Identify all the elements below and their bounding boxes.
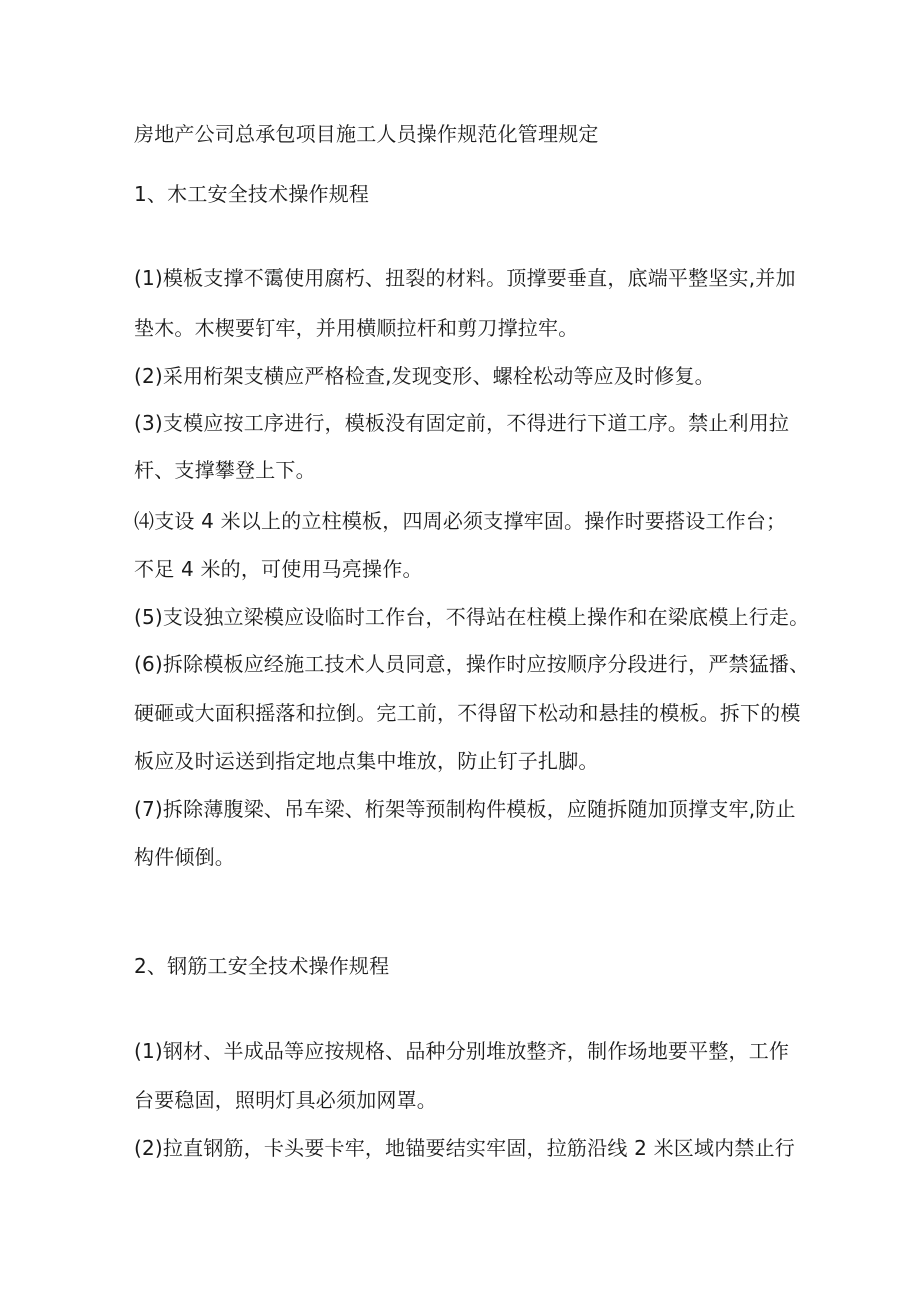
paragraph-line: ⑷支设 4 米以上的立柱模板，四周必须支撑牢固。操作时要搭设工作台； [134,509,787,533]
paragraph-line: (3)支模应按工序进行，模板没有固定前，不得进行下道工序。禁止利用拉 [134,411,790,435]
paragraph-line: 不足 4 米的，可使用马亮操作。 [134,557,423,581]
section-heading: 2、钢筋工安全技术操作规程 [134,954,390,978]
paragraph-line: (2)采用桁架支横应严格检查,发现变形、螺栓松动等应及时修复。 [134,364,715,388]
paragraph-line: 杆、支撑攀登上下。 [134,458,316,482]
paragraph-line: (1)钢材、半成品等应按规格、品种分别堆放整齐，制作场地要平整，工作 [134,1039,790,1063]
paragraph-line: (1)模板支撑不霭使用腐朽、扭裂的材料。顶撑要垂直，底端平整坚实,并加 [134,266,796,290]
paragraph-line: (6)拆除模板应经施工技术人员同意，操作时应按顺序分段进行，严禁猛播、 [134,652,810,676]
paragraph-line: 垫木。木楔要钉牢，并用横顺拉杆和剪刀撑拉牢。 [134,316,579,340]
paragraph-line: (5)支设独立梁模应设临时工作台，不得站在柱模上操作和在梁底模上行走。 [134,605,810,629]
paragraph-line: 台要稳固，照明灯具必须加网罩。 [134,1088,437,1112]
paragraph-line: 硬砸或大面积摇落和拉倒。完工前，不得留下松动和悬挂的模板。拆下的模 [134,701,801,725]
paragraph-line: 板应及时运送到指定地点集中堆放，防止钉子扎脚。 [134,749,599,773]
paragraph-line: 构件倾倒。 [134,845,235,869]
section-heading: 1、木工安全技术操作规程 [134,182,370,206]
paragraph-line: (2)拉直钢筋，卡头要卡牢，地锚要结实牢固，拉筋沿线 2 米区域内禁止行 [134,1136,795,1160]
paragraph-line: (7)拆除薄腹梁、吊车梁、桁架等预制构件模板，应随拆随加顶撑支牢,防止 [134,797,796,821]
document-title: 房地产公司总承包项目施工人员操作规范化管理规定 [134,122,599,146]
